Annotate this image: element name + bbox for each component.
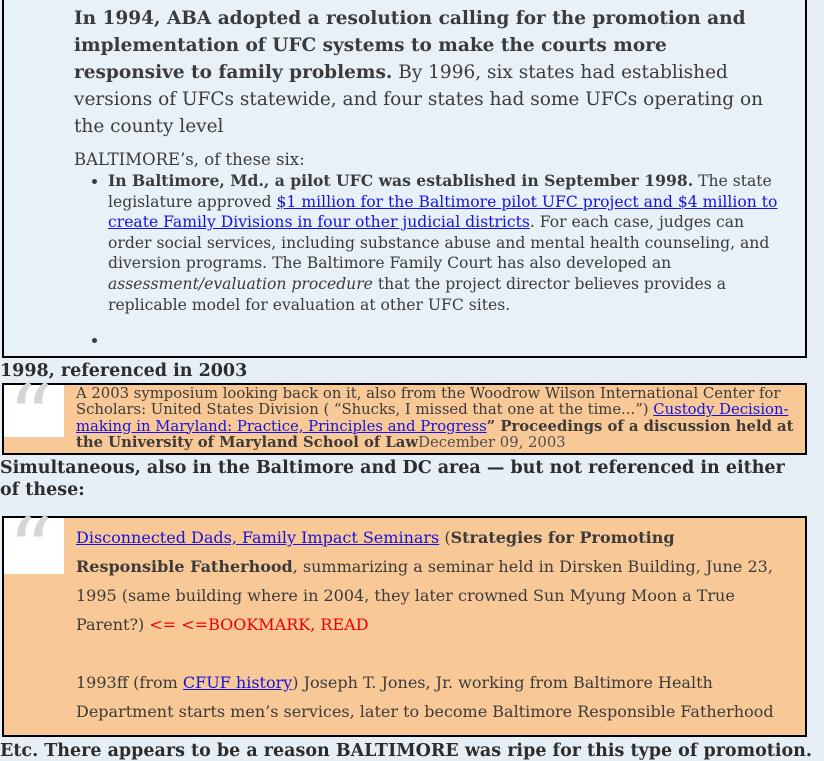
quote-mark-panel [4,497,64,601]
empty-bullet-item [108,330,779,350]
heading-1998-referenced: 1998, referenced in 2003 [0,361,248,382]
disconnected-dads-paragraph [76,523,775,639]
baltimore-intro-line: BALTIMORE’s, of these six: [74,150,305,169]
text-segment: In 1994, ABA adopted a resolution calling for the promotion and implementation of UFC systems to make the courts more responsive to family problems. [74,8,746,83]
text-segment: In Baltimore, Md., a pilot UFC was established in September 1998. [108,171,694,190]
text-segment: ” Proceedings of a discussion held at the University of Maryland School of Law [76,417,794,451]
text-segment: that the project director believes provides a replicable model for evaluation at other UFC sites. [108,274,726,314]
text-segment: The state legislature approved [108,172,772,211]
text-segment: December 09, 2003 [418,433,566,451]
baltimore-bullet-item [108,171,779,315]
cfuf-history-link[interactable]: CFUF history [182,672,293,692]
text-segment: ( [439,527,451,547]
million-funding-link[interactable]: $1 million for the Baltimore pilot UFC project and $4 million to create Family Divisions in four other judicial districts [108,192,778,232]
text-segment: ) Joseph T. Jones, Jr. working from Baltimore Health Department starts men’s services, later to become Baltimore Responsible Fatherhood [76,672,774,721]
heading-etc-baltimore: Etc. There appears to be a reason BALTIMORE was ripe for this type of promotion. [0,740,812,761]
quote-mark-panel [4,365,64,469]
custody-decision-link[interactable]: Custody Decision-making in Maryland: Practice, Principles and Progress [76,401,789,435]
text-segment: 1993ff (from [76,672,183,692]
text-segment: . For each case, judges can order social services, including substance abuse and mental health counseling, and diversion programs. The Baltimore Family Court has also developed an [108,213,770,273]
disconnected-dads-link[interactable]: Disconnected Dads, Family Impact Seminars [76,527,440,547]
text-segment: Strategies for Promoting Responsible Fatherhood [76,527,675,576]
text-segment: assessment/evaluation procedure [108,274,373,293]
cfuf-history-paragraph [76,668,775,726]
baltimore-bullet-list [74,171,779,350]
text-segment: , summarizing a seminar held in Dirsken Building, June 23, 1995 (same building where in 2004, they later crowned Sun Myung Moon a True Parent?) [76,556,773,634]
lead-paragraph [74,5,779,140]
text-segment: By 1996, six states had established versions of UFCs statewide, and four states had some UFCs operating on the county level [74,62,764,137]
ufc-summary-box [2,0,807,358]
text-segment: <= <=BOOKMARK, READ [144,614,369,634]
fatherhood-quote-box [2,497,807,737]
heading-simultaneous: Simultaneous, also in the Baltimore and DC area — but not referenced in either of these: [0,457,785,500]
symposium-quote-text [74,385,805,453]
open-quote-icon: “ [8,365,53,469]
text-segment: A 2003 symposium looking back on it, also from the Woodrow Wilson International Center for Scholars: United States Division ( “Shucks, I missed that one at the time...”) [76,385,781,419]
open-quote-icon: “ [8,497,53,601]
